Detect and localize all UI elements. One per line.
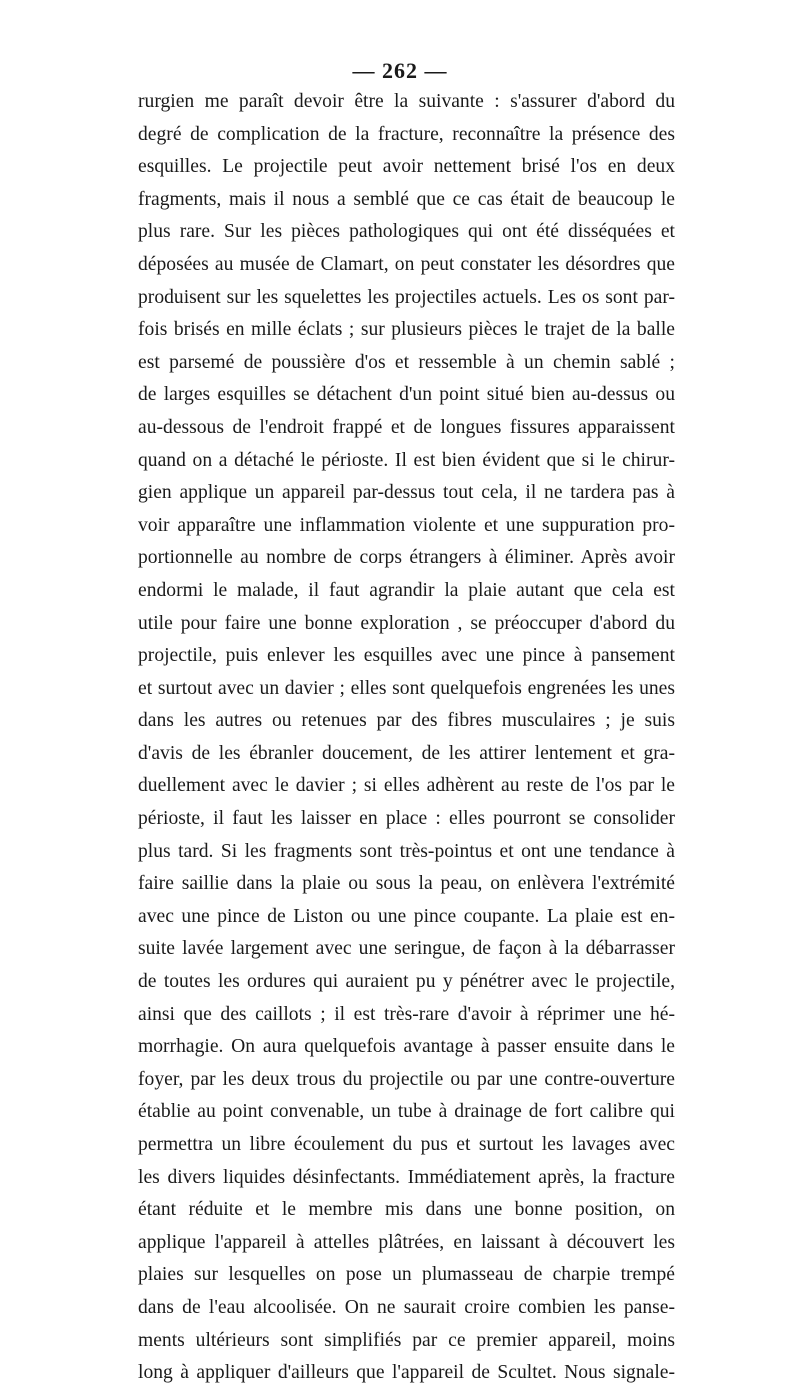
text-line: produisent sur les squelettes les projectiles actuels. Les os sont par- xyxy=(138,286,675,308)
text-line: établie au point convenable, un tube à drainage de fort calibre qui xyxy=(138,1101,675,1123)
text-line: voir apparaître une inflammation violente et une suppuration pro- xyxy=(138,514,675,536)
text-line: plaies sur lesquelles on pose un plumasseau de charpie trempé xyxy=(138,1264,675,1286)
text-line: portionnelle au nombre de corps étrangers à éliminer. Après avoir xyxy=(138,547,675,569)
text-line: est parsemé de poussière d'os et ressemble à un chemin sablé ; xyxy=(138,351,675,373)
text-line: endormi le malade, il faut agrandir la plaie autant que cela est xyxy=(138,579,675,601)
text-line: duellement avec le davier ; si elles adhèrent au reste de l'os par le xyxy=(138,775,675,797)
text-line: degré de complication de la fracture, reconnaître la présence des xyxy=(138,123,675,145)
text-line: projectile, puis enlever les esquilles avec une pince à pansement xyxy=(138,645,675,667)
text-line: plus tard. Si les fragments sont très-pointus et ont une tendance à xyxy=(138,840,675,862)
body-text xyxy=(138,86,675,1390)
text-line: périoste, il faut les laisser en place : elles pourront se consolider xyxy=(138,808,675,830)
text-line: les divers liquides désinfectants. Immédiatement après, la fracture xyxy=(138,1166,675,1188)
page-number: — 262 — xyxy=(352,58,448,83)
text-line: fois brisés en mille éclats ; sur plusieurs pièces le trajet de la balle xyxy=(138,319,675,341)
text-line: faire saillie dans la plaie ou sous la peau, on enlèvera l'extrémité xyxy=(138,873,675,895)
text-line: applique l'appareil à attelles plâtrées, en laissant à découvert les xyxy=(138,1231,675,1253)
text-line: d'avis de les ébranler doucement, de les attirer lentement et gra- xyxy=(138,742,675,764)
text-line: quand on a détaché le périoste. Il est bien évident que si le chirur- xyxy=(138,449,675,471)
text-line: morrhagie. On aura quelquefois avantage à passer ensuite dans le xyxy=(138,1036,675,1058)
text-line: fragments, mais il nous a semblé que ce cas était de beaucoup le xyxy=(138,188,675,210)
text-line: ainsi que des caillots ; il est très-rare d'avoir à réprimer une hé- xyxy=(138,1003,675,1025)
text-line: dans de l'eau alcoolisée. On ne saurait croire combien les panse- xyxy=(138,1296,675,1318)
text-line: déposées au musée de Clamart, on peut constater les désordres que xyxy=(138,253,675,275)
text-line: au-dessous de l'endroit frappé et de longues fissures apparaissent xyxy=(138,416,675,438)
text-line: rurgien me paraît devoir être la suivante : s'assurer d'abord du xyxy=(138,91,675,112)
text-line: de larges esquilles se détachent d'un point situé bien au-dessus ou xyxy=(138,384,675,406)
text-line: gien applique un appareil par-dessus tout cela, il ne tardera pas à xyxy=(138,482,675,504)
text-line: utile pour faire une bonne exploration , se préoccuper d'abord du xyxy=(138,612,675,634)
text-line: plus rare. Sur les pièces pathologiques qui ont été disséquées et xyxy=(138,221,675,243)
text-line: long à appliquer d'ailleurs que l'appareil de Scultet. Nous signale- xyxy=(138,1362,675,1384)
text-line: foyer, par les deux trous du projectile ou par une contre-ouverture xyxy=(138,1068,675,1090)
text-line: suite lavée largement avec une seringue, de façon à la débarrasser xyxy=(138,938,675,960)
text-line: esquilles. Le projectile peut avoir nettement brisé l'os en deux xyxy=(138,156,675,178)
text-line: permettra un libre écoulement du pus et surtout les lavages avec xyxy=(138,1134,675,1155)
text-line: ments ultérieurs sont simplifiés par ce premier appareil, moins xyxy=(138,1329,675,1351)
text-line: de toutes les ordures qui auraient pu y pénétrer avec le projectile, xyxy=(138,971,675,993)
text-line: dans les autres ou retenues par des fibres musculaires ; je suis xyxy=(138,710,675,732)
text-line: et surtout avec un davier ; elles sont quelquefois engrenées les unes xyxy=(138,677,675,699)
text-line: avec une pince de Liston ou une pince coupante. La plaie est en- xyxy=(138,905,675,927)
text-line: étant réduite et le membre mis dans une bonne position, on xyxy=(138,1199,675,1221)
